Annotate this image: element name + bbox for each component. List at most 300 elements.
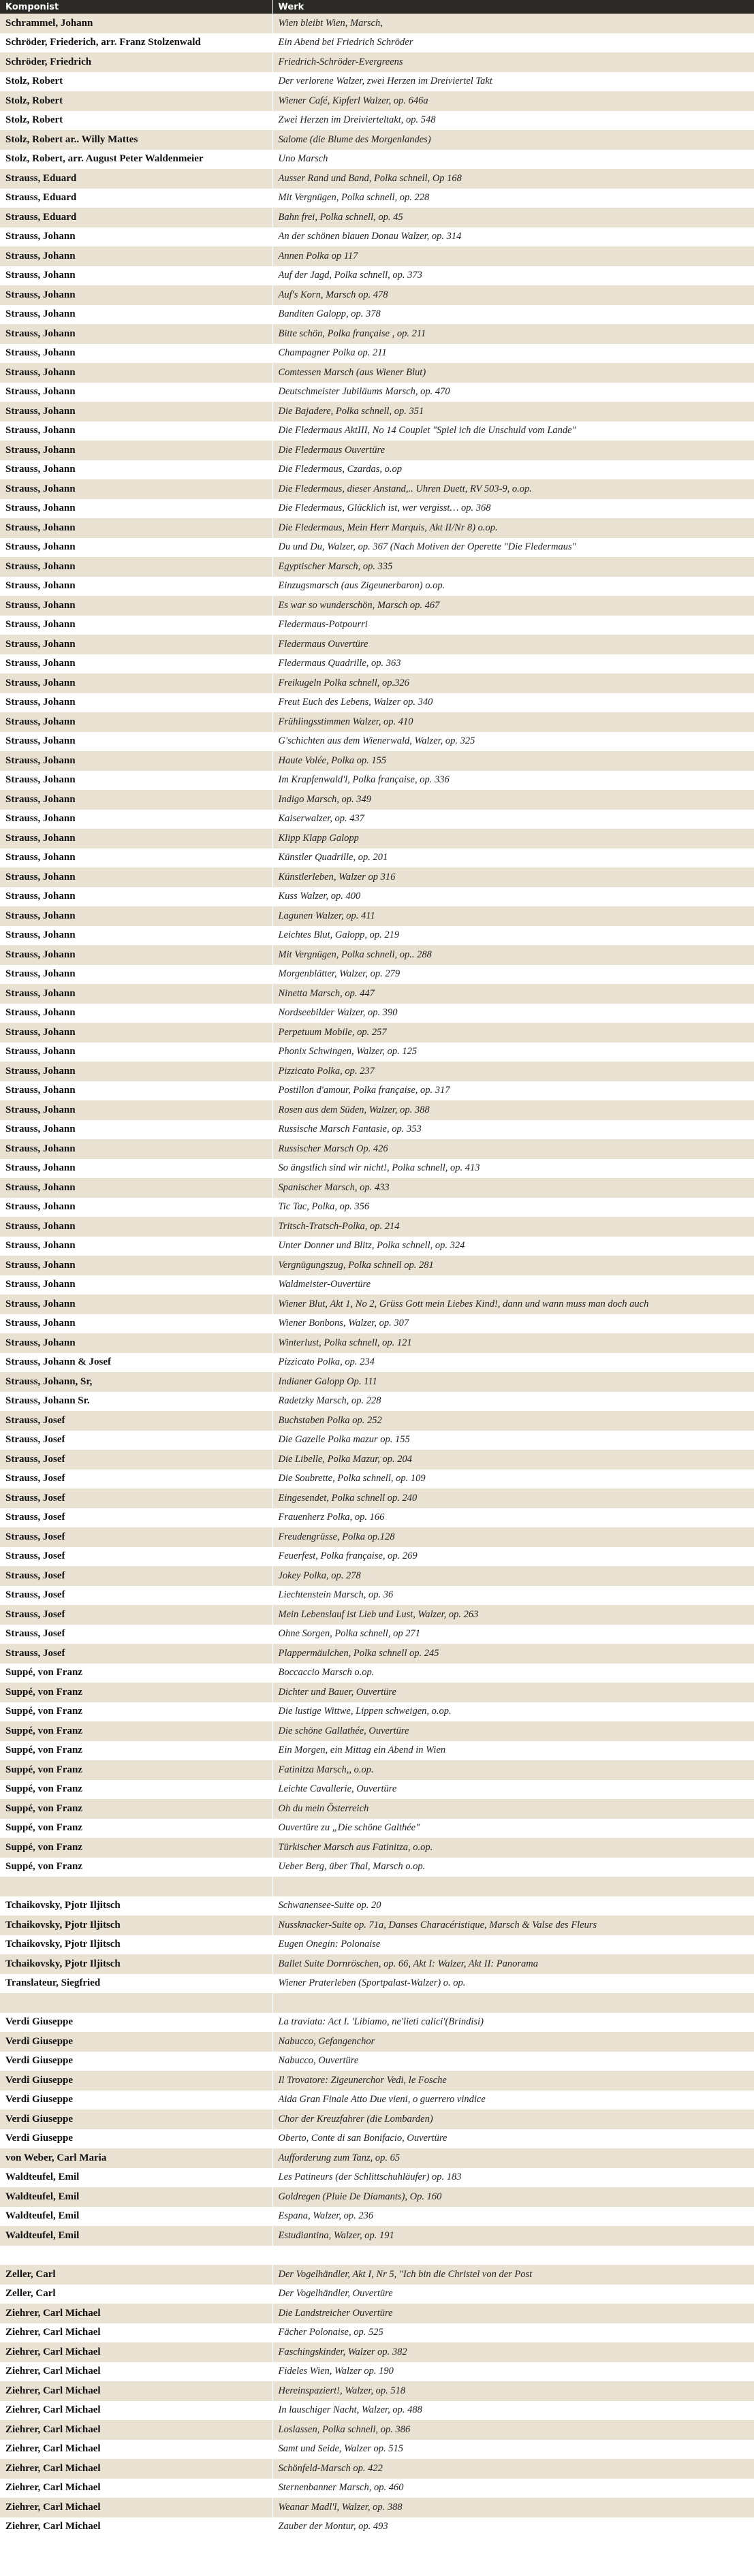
table-row xyxy=(0,441,754,460)
work-cell: Schönfeld-Marsch op. 422 xyxy=(272,2459,754,2479)
table-row xyxy=(0,596,754,616)
table-row xyxy=(0,1256,754,1275)
composer-cell: Strauss, Josef xyxy=(0,1605,272,1625)
work-cell: Der Vogelhändler, Ouvertüre xyxy=(272,2285,754,2304)
table-row xyxy=(0,305,754,325)
composer-cell: Ziehrer, Carl Michael xyxy=(0,2420,272,2440)
work-cell: Ein Morgen, ein Mittag ein Abend in Wien xyxy=(272,1741,754,1761)
composer-cell: Tchaikovsky, Pjotr Iljitsch xyxy=(0,1954,272,1974)
work-cell: Nabucco, Gefangenchor xyxy=(272,2032,754,2052)
composer-cell: Strauss, Josef xyxy=(0,1586,272,1606)
table-row xyxy=(0,2187,754,2207)
work-cell: Bahn frei, Polka schnell, op. 45 xyxy=(272,208,754,227)
work-cell: Auf's Korn, Marsch op. 478 xyxy=(272,285,754,305)
composer-cell: Strauss, Johann xyxy=(0,266,272,286)
composer-cell: Strauss, Johann xyxy=(0,422,272,441)
work-cell: Mein Lebenslauf ist Lieb und Lust, Walzer, op. 263 xyxy=(272,1605,754,1625)
header-row xyxy=(0,0,754,14)
table-row xyxy=(0,2013,754,2033)
table-row xyxy=(0,906,754,926)
work-cell: Ausser Rand und Band, Polka schnell, Op 168 xyxy=(272,169,754,189)
composer-cell: Suppé, von Franz xyxy=(0,1858,272,1877)
table-row xyxy=(0,2032,754,2052)
work-cell: Goldregen (Pluie De Diamants), Op. 160 xyxy=(272,2187,754,2207)
table-row xyxy=(0,1023,754,1043)
work-cell: Zwei Herzen im Dreivierteltakt, op. 548 xyxy=(272,111,754,131)
work-cell: Fledermaus Ouvertüre xyxy=(272,635,754,654)
work-cell: Plappermäulchen, Polka schnell op. 245 xyxy=(272,1644,754,1664)
table-row xyxy=(0,693,754,713)
composer-cell: Strauss, Johann xyxy=(0,1062,272,1081)
table-row xyxy=(0,2168,754,2188)
composer-cell: Strauss, Johann xyxy=(0,673,272,693)
composer-cell: Strauss, Johann xyxy=(0,479,272,499)
composer-cell: Waldteufel, Emil xyxy=(0,2226,272,2246)
table-row xyxy=(0,2459,754,2479)
work-cell: Wiener Praterleben (Sportpalast-Walzer) o. op. xyxy=(272,1974,754,1994)
table-row xyxy=(0,1353,754,1373)
table-row xyxy=(0,945,754,965)
work-cell: Im Krapfenwald'l, Polka française, op. 336 xyxy=(272,771,754,791)
work-cell: Ouvertüre zu „Die schöne Galthée" xyxy=(272,1819,754,1839)
table-row xyxy=(0,1294,754,1314)
work-cell: Deutschmeister Jubiläums Marsch, op. 470 xyxy=(272,383,754,402)
table-row xyxy=(0,1605,754,1625)
work-cell: Chor der Kreuzfahrer (die Lombarden) xyxy=(272,2110,754,2129)
work-cell: Lagunen Walzer, op. 411 xyxy=(272,906,754,926)
work-cell: Eugen Onegin: Polonaise xyxy=(272,1935,754,1955)
table-row xyxy=(0,1877,754,1896)
work-cell: Die Soubrette, Polka schnell, op. 109 xyxy=(272,1469,754,1489)
work-cell: Leichte Cavallerie, Ouvertüre xyxy=(272,1780,754,1800)
composer-cell: Ziehrer, Carl Michael xyxy=(0,2517,272,2537)
composer-cell: Strauss, Johann xyxy=(0,887,272,907)
work-cell: Ohne Sorgen, Polka schnell, op 271 xyxy=(272,1625,754,1644)
work-cell: Liechtenstein Marsch, op. 36 xyxy=(272,1586,754,1606)
table-row xyxy=(0,557,754,577)
composer-cell: Waldteufel, Emil xyxy=(0,2168,272,2188)
table-row xyxy=(0,479,754,499)
composer-cell: Strauss, Johann xyxy=(0,499,272,519)
composer-cell: Suppé, von Franz xyxy=(0,1780,272,1800)
work-cell: Schwanensee-Suite op. 20 xyxy=(272,1896,754,1916)
table-row xyxy=(0,227,754,247)
work-cell: Spanischer Marsch, op. 433 xyxy=(272,1178,754,1198)
work-cell: Die Fledermaus AktIII, No 14 Couplet "Spiel ich die Unschuld vom Lande" xyxy=(272,422,754,441)
composer-cell: Stolz, Robert xyxy=(0,91,272,111)
table-row xyxy=(0,1683,754,1702)
work-cell: Radetzky Marsch, op. 228 xyxy=(272,1392,754,1412)
composer-cell: Strauss, Johann xyxy=(0,635,272,654)
composer-cell: Stolz, Robert, arr. August Peter Waldenmeier xyxy=(0,150,272,170)
work-cell: Annen Polka op 117 xyxy=(272,247,754,266)
work-cell: Nordseebilder Walzer, op. 390 xyxy=(272,1004,754,1023)
work-cell: Pizzicato Polka, op. 237 xyxy=(272,1062,754,1081)
composer-cell: Strauss, Johann xyxy=(0,868,272,887)
composer-cell: Strauss, Johann xyxy=(0,654,272,674)
table-row xyxy=(0,2304,754,2323)
work-cell: Wiener Café, Kipferl Walzer, op. 646a xyxy=(272,91,754,111)
table-row xyxy=(0,1333,754,1353)
work-cell: Frühlingsstimmen Walzer, op. 410 xyxy=(272,712,754,732)
composer-cell: Schröder, Friedrich xyxy=(0,52,272,72)
table-row xyxy=(0,1547,754,1567)
work-cell: La traviata: Act I. 'Libiamo, ne'lieti calici'(Brindisi) xyxy=(272,2013,754,2033)
work-cell: Die Landstreicher Ouvertüre xyxy=(272,2304,754,2323)
work-cell: Die Fledermaus, Glücklich ist, wer vergisst… op. 368 xyxy=(272,499,754,519)
composer-cell: Strauss, Johann xyxy=(0,848,272,868)
table-row xyxy=(0,1838,754,1858)
work-cell: Winterlust, Polka schnell, op. 121 xyxy=(272,1333,754,1353)
composer-cell: Ziehrer, Carl Michael xyxy=(0,2401,272,2421)
composer-cell: Strauss, Johann xyxy=(0,1159,272,1179)
table-row xyxy=(0,965,754,985)
table-row xyxy=(0,1915,754,1935)
composer-cell: Strauss, Johann xyxy=(0,771,272,791)
table-row xyxy=(0,2148,754,2168)
composer-cell: Strauss, Eduard xyxy=(0,189,272,208)
work-cell: Oberto, Conte di san Bonifacio, Ouvertüre xyxy=(272,2129,754,2149)
composer-cell: Strauss, Johann xyxy=(0,616,272,635)
composer-cell: Schröder, Friederich, arr. Franz Stolzenwald xyxy=(0,33,272,53)
work-cell: Einzugsmarsch (aus Zigeunerbaron) o.op. xyxy=(272,577,754,597)
composer-cell: Verdi Giuseppe xyxy=(0,2071,272,2090)
table-row xyxy=(0,1198,754,1218)
table-row xyxy=(0,1372,754,1392)
table-row xyxy=(0,1954,754,1974)
table-row xyxy=(0,2420,754,2440)
table-row xyxy=(0,2323,754,2343)
work-cell: Waldmeister-Ouvertüre xyxy=(272,1275,754,1295)
work-cell: Salome (die Blume des Morgenlandes) xyxy=(272,130,754,150)
table-row xyxy=(0,402,754,422)
composer-cell: Strauss, Johann xyxy=(0,247,272,266)
composer-cell: Strauss, Josef xyxy=(0,1566,272,1586)
composer-cell: Strauss, Johann xyxy=(0,1314,272,1334)
work-cell: In lauschiger Nacht, Walzer, op. 488 xyxy=(272,2401,754,2421)
composer-cell: Ziehrer, Carl Michael xyxy=(0,2323,272,2343)
work-cell: Der Vogelhändler, Akt I, Nr 5, "Ich bin die Christel von der Post xyxy=(272,2265,754,2285)
table-row xyxy=(0,1974,754,1994)
composer-cell: Ziehrer, Carl Michael xyxy=(0,2440,272,2460)
work-cell: An der schönen blauen Donau Walzer, op. 314 xyxy=(272,227,754,247)
table-row xyxy=(0,1139,754,1159)
table-row xyxy=(0,887,754,907)
composer-cell: Strauss, Johann xyxy=(0,984,272,1004)
table-row xyxy=(0,1819,754,1839)
table-row xyxy=(0,91,754,111)
composer-cell: Strauss, Josef xyxy=(0,1450,272,1469)
table-row xyxy=(0,460,754,480)
table-row xyxy=(0,2071,754,2090)
table-row xyxy=(0,1275,754,1295)
composer-cell: Strauss, Johann Sr. xyxy=(0,1392,272,1412)
composer-cell: Suppé, von Franz xyxy=(0,1819,272,1839)
table-row xyxy=(0,654,754,674)
table-row xyxy=(0,1431,754,1450)
table-row xyxy=(0,247,754,266)
work-cell: Friedrich-Schröder-Evergreens xyxy=(272,52,754,72)
table-row xyxy=(0,1896,754,1916)
table-row xyxy=(0,616,754,635)
composer-cell: Strauss, Johann xyxy=(0,460,272,480)
work-cell: Leichtes Blut, Galopp, op. 219 xyxy=(272,926,754,946)
composer-cell: Suppé, von Franz xyxy=(0,1760,272,1780)
work-cell: Zauber der Montur, op. 493 xyxy=(272,2517,754,2537)
table-row xyxy=(0,208,754,227)
table-row xyxy=(0,72,754,92)
composer-cell: Strauss, Josef xyxy=(0,1527,272,1547)
composer-cell: Waldteufel, Emil xyxy=(0,2187,272,2207)
composer-cell: Strauss, Johann xyxy=(0,1004,272,1023)
composer-cell: Strauss, Johann xyxy=(0,1081,272,1101)
work-cell: Mit Vergnügen, Polka schnell, op.. 288 xyxy=(272,945,754,965)
work-cell: Es war so wunderschön, Marsch op. 467 xyxy=(272,596,754,616)
table-row xyxy=(0,1004,754,1023)
work-cell: Fideles Wien, Walzer op. 190 xyxy=(272,2362,754,2382)
work-cell: Tic Tac, Polka, op. 356 xyxy=(272,1198,754,1218)
composer-cell: Strauss, Josef xyxy=(0,1489,272,1508)
work-cell: Banditen Galopp, op. 378 xyxy=(272,305,754,325)
table-row xyxy=(0,1721,754,1741)
composer-cell: Strauss, Johann xyxy=(0,344,272,364)
table-row xyxy=(0,1062,754,1081)
work-cell: Boccaccio Marsch o.op. xyxy=(272,1664,754,1683)
work-cell: Sternenbanner Marsch, op. 460 xyxy=(272,2479,754,2498)
work-cell xyxy=(272,2246,754,2265)
work-cell: Il Trovatore: Zigeunerchor Vedi, le Fosche xyxy=(272,2071,754,2090)
column-header-werk: Werk xyxy=(272,0,754,14)
work-cell: Vergnügungszug, Polka schnell op. 281 xyxy=(272,1256,754,1275)
table-row xyxy=(0,1780,754,1800)
composer-cell: Strauss, Johann xyxy=(0,1217,272,1237)
table-row xyxy=(0,1858,754,1877)
work-cell: Haute Volée, Polka op. 155 xyxy=(272,751,754,771)
table-row xyxy=(0,712,754,732)
table-row xyxy=(0,2265,754,2285)
table-row xyxy=(0,1741,754,1761)
composer-cell: Translateur, Siegfried xyxy=(0,1974,272,1994)
work-cell: Pizzicato Polka, op. 234 xyxy=(272,1353,754,1373)
work-cell: Die lustige Wittwe, Lippen schweigen, o.op. xyxy=(272,1702,754,1722)
work-cell: Künstler Quadrille, op. 201 xyxy=(272,848,754,868)
work-cell: Kuss Walzer, op. 400 xyxy=(272,887,754,907)
table-row xyxy=(0,1799,754,1819)
work-cell: Perpetuum Mobile, op. 257 xyxy=(272,1023,754,1043)
composer-cell: Strauss, Johann xyxy=(0,577,272,597)
table-row xyxy=(0,2090,754,2110)
composer-cell: Strauss, Johann xyxy=(0,402,272,422)
table-row xyxy=(0,577,754,597)
composer-cell: Strauss, Johann xyxy=(0,383,272,402)
table-row xyxy=(0,1586,754,1606)
composer-cell: Suppé, von Franz xyxy=(0,1799,272,1819)
work-cell: Die schöne Gallathée, Ouvertüre xyxy=(272,1721,754,1741)
composer-cell: Verdi Giuseppe xyxy=(0,2052,272,2071)
table-row xyxy=(0,2440,754,2460)
composer-cell: Suppé, von Franz xyxy=(0,1838,272,1858)
work-cell: Oh du mein Österreich xyxy=(272,1799,754,1819)
work-cell: Indianer Galopp Op. 111 xyxy=(272,1372,754,1392)
work-cell: Frauenherz Polka, op. 166 xyxy=(272,1508,754,1528)
work-cell: Die Bajadere, Polka schnell, op. 351 xyxy=(272,402,754,422)
table-row xyxy=(0,1411,754,1431)
table-row xyxy=(0,673,754,693)
table-row xyxy=(0,2207,754,2227)
composer-cell: Strauss, Johann xyxy=(0,732,272,752)
composer-cell: Strauss, Josef xyxy=(0,1508,272,1528)
work-cell: Künstlerleben, Walzer op 316 xyxy=(272,868,754,887)
composer-cell: Strauss, Johann xyxy=(0,945,272,965)
composer-cell: Suppé, von Franz xyxy=(0,1664,272,1683)
composer-cell: Ziehrer, Carl Michael xyxy=(0,2498,272,2517)
composer-cell: Strauss, Johann xyxy=(0,810,272,829)
work-cell: Wiener Blut, Akt 1, No 2, Grüss Gott mein Liebes Kind!, dann und wann muss man doch auch xyxy=(272,1294,754,1314)
work-cell: Ein Abend bei Friedrich Schröder xyxy=(272,33,754,53)
work-cell: Ballet Suite Dornröschen, op. 66, Akt I: Walzer, Akt II: Panorama xyxy=(272,1954,754,1974)
composer-cell: Strauss, Johann & Josef xyxy=(0,1353,272,1373)
work-cell: Uno Marsch xyxy=(272,150,754,170)
composer-cell: Ziehrer, Carl Michael xyxy=(0,2459,272,2479)
table-row xyxy=(0,1527,754,1547)
composer-cell: Tchaikovsky, Pjotr Iljitsch xyxy=(0,1935,272,1955)
composer-cell: Strauss, Johann xyxy=(0,751,272,771)
composer-cell: Waldteufel, Emil xyxy=(0,2207,272,2227)
table-row xyxy=(0,344,754,364)
composer-cell: Strauss, Johann xyxy=(0,926,272,946)
work-cell: Die Fledermaus, dieser Anstand,.. Uhren Duett, RV 503-9, o.op. xyxy=(272,479,754,499)
work-cell: Indigo Marsch, op. 349 xyxy=(272,790,754,810)
table-row xyxy=(0,1392,754,1412)
composer-cell: Stolz, Robert ar.. Willy Mattes xyxy=(0,130,272,150)
composer-cell: Strauss, Eduard xyxy=(0,169,272,189)
composer-cell: Strauss, Johann xyxy=(0,1237,272,1256)
composer-cell: Zeller, Carl xyxy=(0,2265,272,2285)
composer-cell: Strauss, Johann xyxy=(0,693,272,713)
table-row xyxy=(0,2246,754,2265)
composer-cell: Strauss, Johann xyxy=(0,1275,272,1295)
composer-cell: Verdi Giuseppe xyxy=(0,2032,272,2052)
composer-cell: Strauss, Johann xyxy=(0,1333,272,1353)
work-cell: Feuerfest, Polka française, op. 269 xyxy=(272,1547,754,1567)
table-row xyxy=(0,1935,754,1955)
table-row xyxy=(0,2401,754,2421)
work-cell: Russischer Marsch Op. 426 xyxy=(272,1139,754,1159)
work-cell: Jokey Polka, op. 278 xyxy=(272,1566,754,1586)
work-cell: Loslassen, Polka schnell, op. 386 xyxy=(272,2420,754,2440)
table-row xyxy=(0,848,754,868)
table-row xyxy=(0,518,754,538)
composer-cell: Zeller, Carl xyxy=(0,2285,272,2304)
work-cell: Der verlorene Walzer, zwei Herzen im Dreiviertel Takt xyxy=(272,72,754,92)
work-cell: Nussknacker-Suite op. 71a, Danses Characéristique, Marsch & Valse des Fleurs xyxy=(272,1915,754,1935)
composer-cell: Strauss, Johann xyxy=(0,965,272,985)
work-cell: Champagner Polka op. 211 xyxy=(272,344,754,364)
table-row xyxy=(0,2110,754,2129)
table-row xyxy=(0,1237,754,1256)
table-row xyxy=(0,1760,754,1780)
table-row xyxy=(0,324,754,344)
composer-cell: Strauss, Johann xyxy=(0,227,272,247)
composer-cell: Strauss, Johann, Sr, xyxy=(0,1372,272,1392)
composer-cell: Suppé, von Franz xyxy=(0,1683,272,1702)
work-cell: Freut Euch des Lebens, Walzer op. 340 xyxy=(272,693,754,713)
work-cell: Fledermaus Quadrille, op. 363 xyxy=(272,654,754,674)
table-row xyxy=(0,984,754,1004)
composer-cell: Ziehrer, Carl Michael xyxy=(0,2362,272,2382)
table-row xyxy=(0,422,754,441)
work-cell xyxy=(272,1993,754,2013)
table-row xyxy=(0,2498,754,2517)
work-cell: Die Fledermaus, Czardas, o.op xyxy=(272,460,754,480)
composer-cell: Verdi Giuseppe xyxy=(0,2129,272,2149)
table-row xyxy=(0,868,754,887)
work-cell: Ninetta Marsch, op. 447 xyxy=(272,984,754,1004)
composer-cell: Suppé, von Franz xyxy=(0,1721,272,1741)
composer-cell: Strauss, Johann xyxy=(0,790,272,810)
work-cell: Eingesendet, Polka schnell op. 240 xyxy=(272,1489,754,1508)
table-row xyxy=(0,1993,754,2013)
composer-cell: Verdi Giuseppe xyxy=(0,2090,272,2110)
composer-cell: Suppé, von Franz xyxy=(0,1741,272,1761)
work-cell: Du und Du, Walzer, op. 367 (Nach Motiven der Operette "Die Fledermaus" xyxy=(272,538,754,558)
composer-cell: Strauss, Josef xyxy=(0,1644,272,1664)
composer-cell: Strauss, Josef xyxy=(0,1625,272,1644)
column-header-komponist: Komponist xyxy=(0,0,272,14)
table-row xyxy=(0,2285,754,2304)
work-cell: Fledermaus-Potpourri xyxy=(272,616,754,635)
work-cell: So ängstlich sind wir nicht!, Polka schnell, op. 413 xyxy=(272,1159,754,1179)
table-row xyxy=(0,1489,754,1508)
table-row xyxy=(0,2381,754,2401)
work-cell: Les Patineurs (der Schlittschuhläufer) op. 183 xyxy=(272,2168,754,2188)
table-row xyxy=(0,1217,754,1237)
table-row xyxy=(0,14,754,33)
table-row xyxy=(0,810,754,829)
table-row xyxy=(0,2052,754,2071)
composer-cell: Strauss, Johann xyxy=(0,441,272,460)
composer-cell: Strauss, Johann xyxy=(0,305,272,325)
table-row xyxy=(0,1159,754,1179)
table-row xyxy=(0,2479,754,2498)
table-row xyxy=(0,732,754,752)
table-row xyxy=(0,2226,754,2246)
work-cell: Rosen aus dem Süden, Walzer, op. 388 xyxy=(272,1100,754,1120)
table-row xyxy=(0,33,754,53)
work-cell: Die Fledermaus, Mein Herr Marquis, Akt II/Nr 8) o.op. xyxy=(272,518,754,538)
composer-cell: Strauss, Johann xyxy=(0,829,272,848)
composer-cell: Strauss, Johann xyxy=(0,557,272,577)
table-row xyxy=(0,829,754,848)
work-cell: Dichter und Bauer, Ouvertüre xyxy=(272,1683,754,1702)
table-row xyxy=(0,266,754,286)
composer-cell: Verdi Giuseppe xyxy=(0,2110,272,2129)
table-row xyxy=(0,169,754,189)
table-row xyxy=(0,771,754,791)
work-cell: Aufforderung zum Tanz, op. 65 xyxy=(272,2148,754,2168)
composer-cell: Ziehrer, Carl Michael xyxy=(0,2304,272,2323)
table-row xyxy=(0,635,754,654)
work-cell: Hereinspaziert!, Walzer, op. 518 xyxy=(272,2381,754,2401)
work-cell: Postillon d'amour, Polka française, op. 317 xyxy=(272,1081,754,1101)
composer-cell: von Weber, Carl Maria xyxy=(0,2148,272,2168)
work-cell: Comtessen Marsch (aus Wiener Blut) xyxy=(272,363,754,383)
work-cell: Phonix Schwingen, Walzer, op. 125 xyxy=(272,1043,754,1062)
table-row xyxy=(0,2129,754,2149)
table-row xyxy=(0,2517,754,2537)
work-cell: Russische Marsch Fantasie, op. 353 xyxy=(272,1120,754,1140)
work-cell: Wiener Bonbons, Walzer, op. 307 xyxy=(272,1314,754,1334)
